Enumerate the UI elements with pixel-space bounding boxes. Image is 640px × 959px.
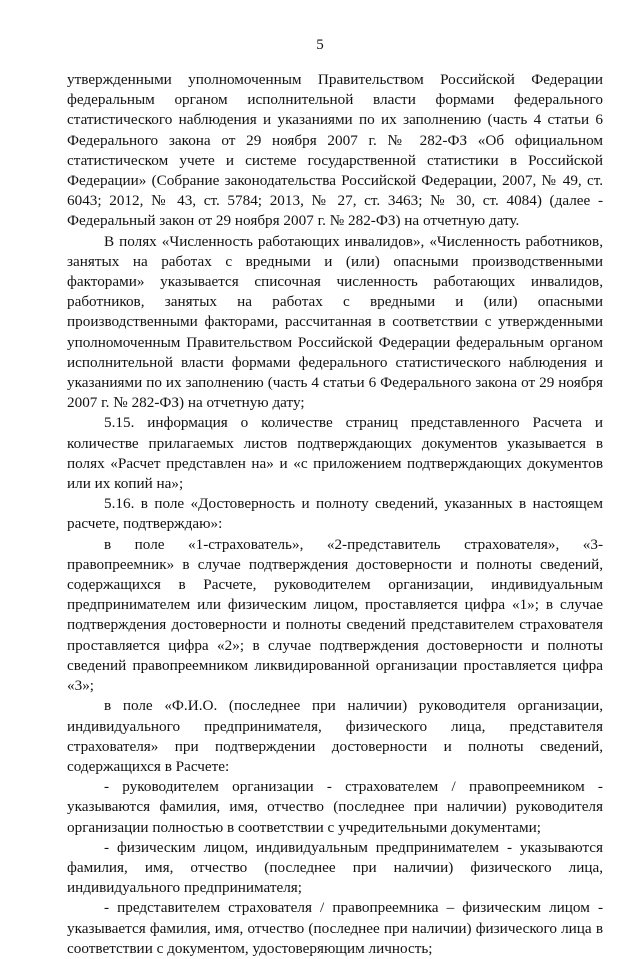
paragraph-disabled-workers[interactable]: В полях «Численность работающих инвалидов», «Численность работников, занятых на работах с вредными и (или) опасными производственными факторами» указывается списочная численность работающих инвалидов, работников, занятых на работах с вредными и (или) опасными производственными факторами, рассчитанная в соответствии с утвержденными уполномоченным Правительством Российской Федерации федеральным органом исполнительной власти формами федерального статистического наблюдения и указаниями по их заполнению (часть 4 статьи 6 Федерального закона от 29 ноября 2007 г. № 282-ФЗ) на отчетную дату;	[67, 232, 603, 412]
page-number: 5	[316, 37, 324, 53]
document-body	[67, 70, 603, 959]
list-item-individual: - физическим лицом, индивидуальным предпринимателем - указываются фамилия, имя, отчество (последнее при наличии) физического лица, индивидуального предпринимателя;	[67, 838, 603, 897]
paragraph-5-15: 5.15. информация о количестве страниц представленного Расчета и количестве прилагаемых листов подтверждающих документов указывается в полях «Расчет представлен на» и «с приложением подтверждающих документов или их копий на»;	[67, 414, 603, 493]
paragraph-5-16: 5.16. в поле «Достоверность и полноту сведений, указанных в настоящем расчете, подтверждаю»:	[67, 495, 603, 533]
list-item-representative: - представителем страхователя / правопреемника – физическим лицом - указывается фамилия, имя, отчество (последнее при наличии) физического лица в соответствии с документом, удостоверяющим личность;	[67, 899, 603, 957]
paragraph-signer-code: в поле «1-страхователь», «2-представитель страхователя», «3-правопреемник» в случае подтверждения достоверности и полноты сведений, содержащихся в Расчете, руководителем организации, индивидуальным предпринимателем или физическим лицом, проставляется цифра «1»; в случае подтверждения достоверности и полноты сведений представителем страхователя проставляется цифра «2»; в случае подтверждения достоверности и полноты сведений правопреемником ликвидированной организации проставляется цифра «3»;	[67, 535, 603, 695]
paragraph-continuation: утвержденными уполномоченным Правительством Российской Федерации федеральным органом исполнительной власти формами федерального статистического наблюдения и указаниями по их заполнению (часть 4 статьи 6 Федерального закона от 29 ноября 2007 г. № 282-ФЗ «Об официальном статистическом учете и системе государственной статистики в Российской Федерации» (Собрание законодательства Российской Федерации, 2007, № 49, ст. 6043; 2012, № 43, ст. 5784; 2013, № 27, ст. 3463; № 30, ст. 4084) (далее - Федеральный закон от 29 ноября 2007 г. № 282-ФЗ) на отчетную дату.	[67, 71, 603, 230]
paragraph-signer-name: в поле «Ф.И.О. (последнее при наличии) руководителя организации, индивидуального предпринимателя, физического лица, представителя страхователя» при подтверждении достоверности и полноты сведений, содержащихся в Расчете:	[67, 697, 603, 775]
list-item-head-of-organization: - руководителем организации - страхователем / правопреемником - указываются фамилия, имя, отчество (последнее при наличии) руководителя организации полностью в соответствии с учредительными документами;	[67, 778, 603, 836]
